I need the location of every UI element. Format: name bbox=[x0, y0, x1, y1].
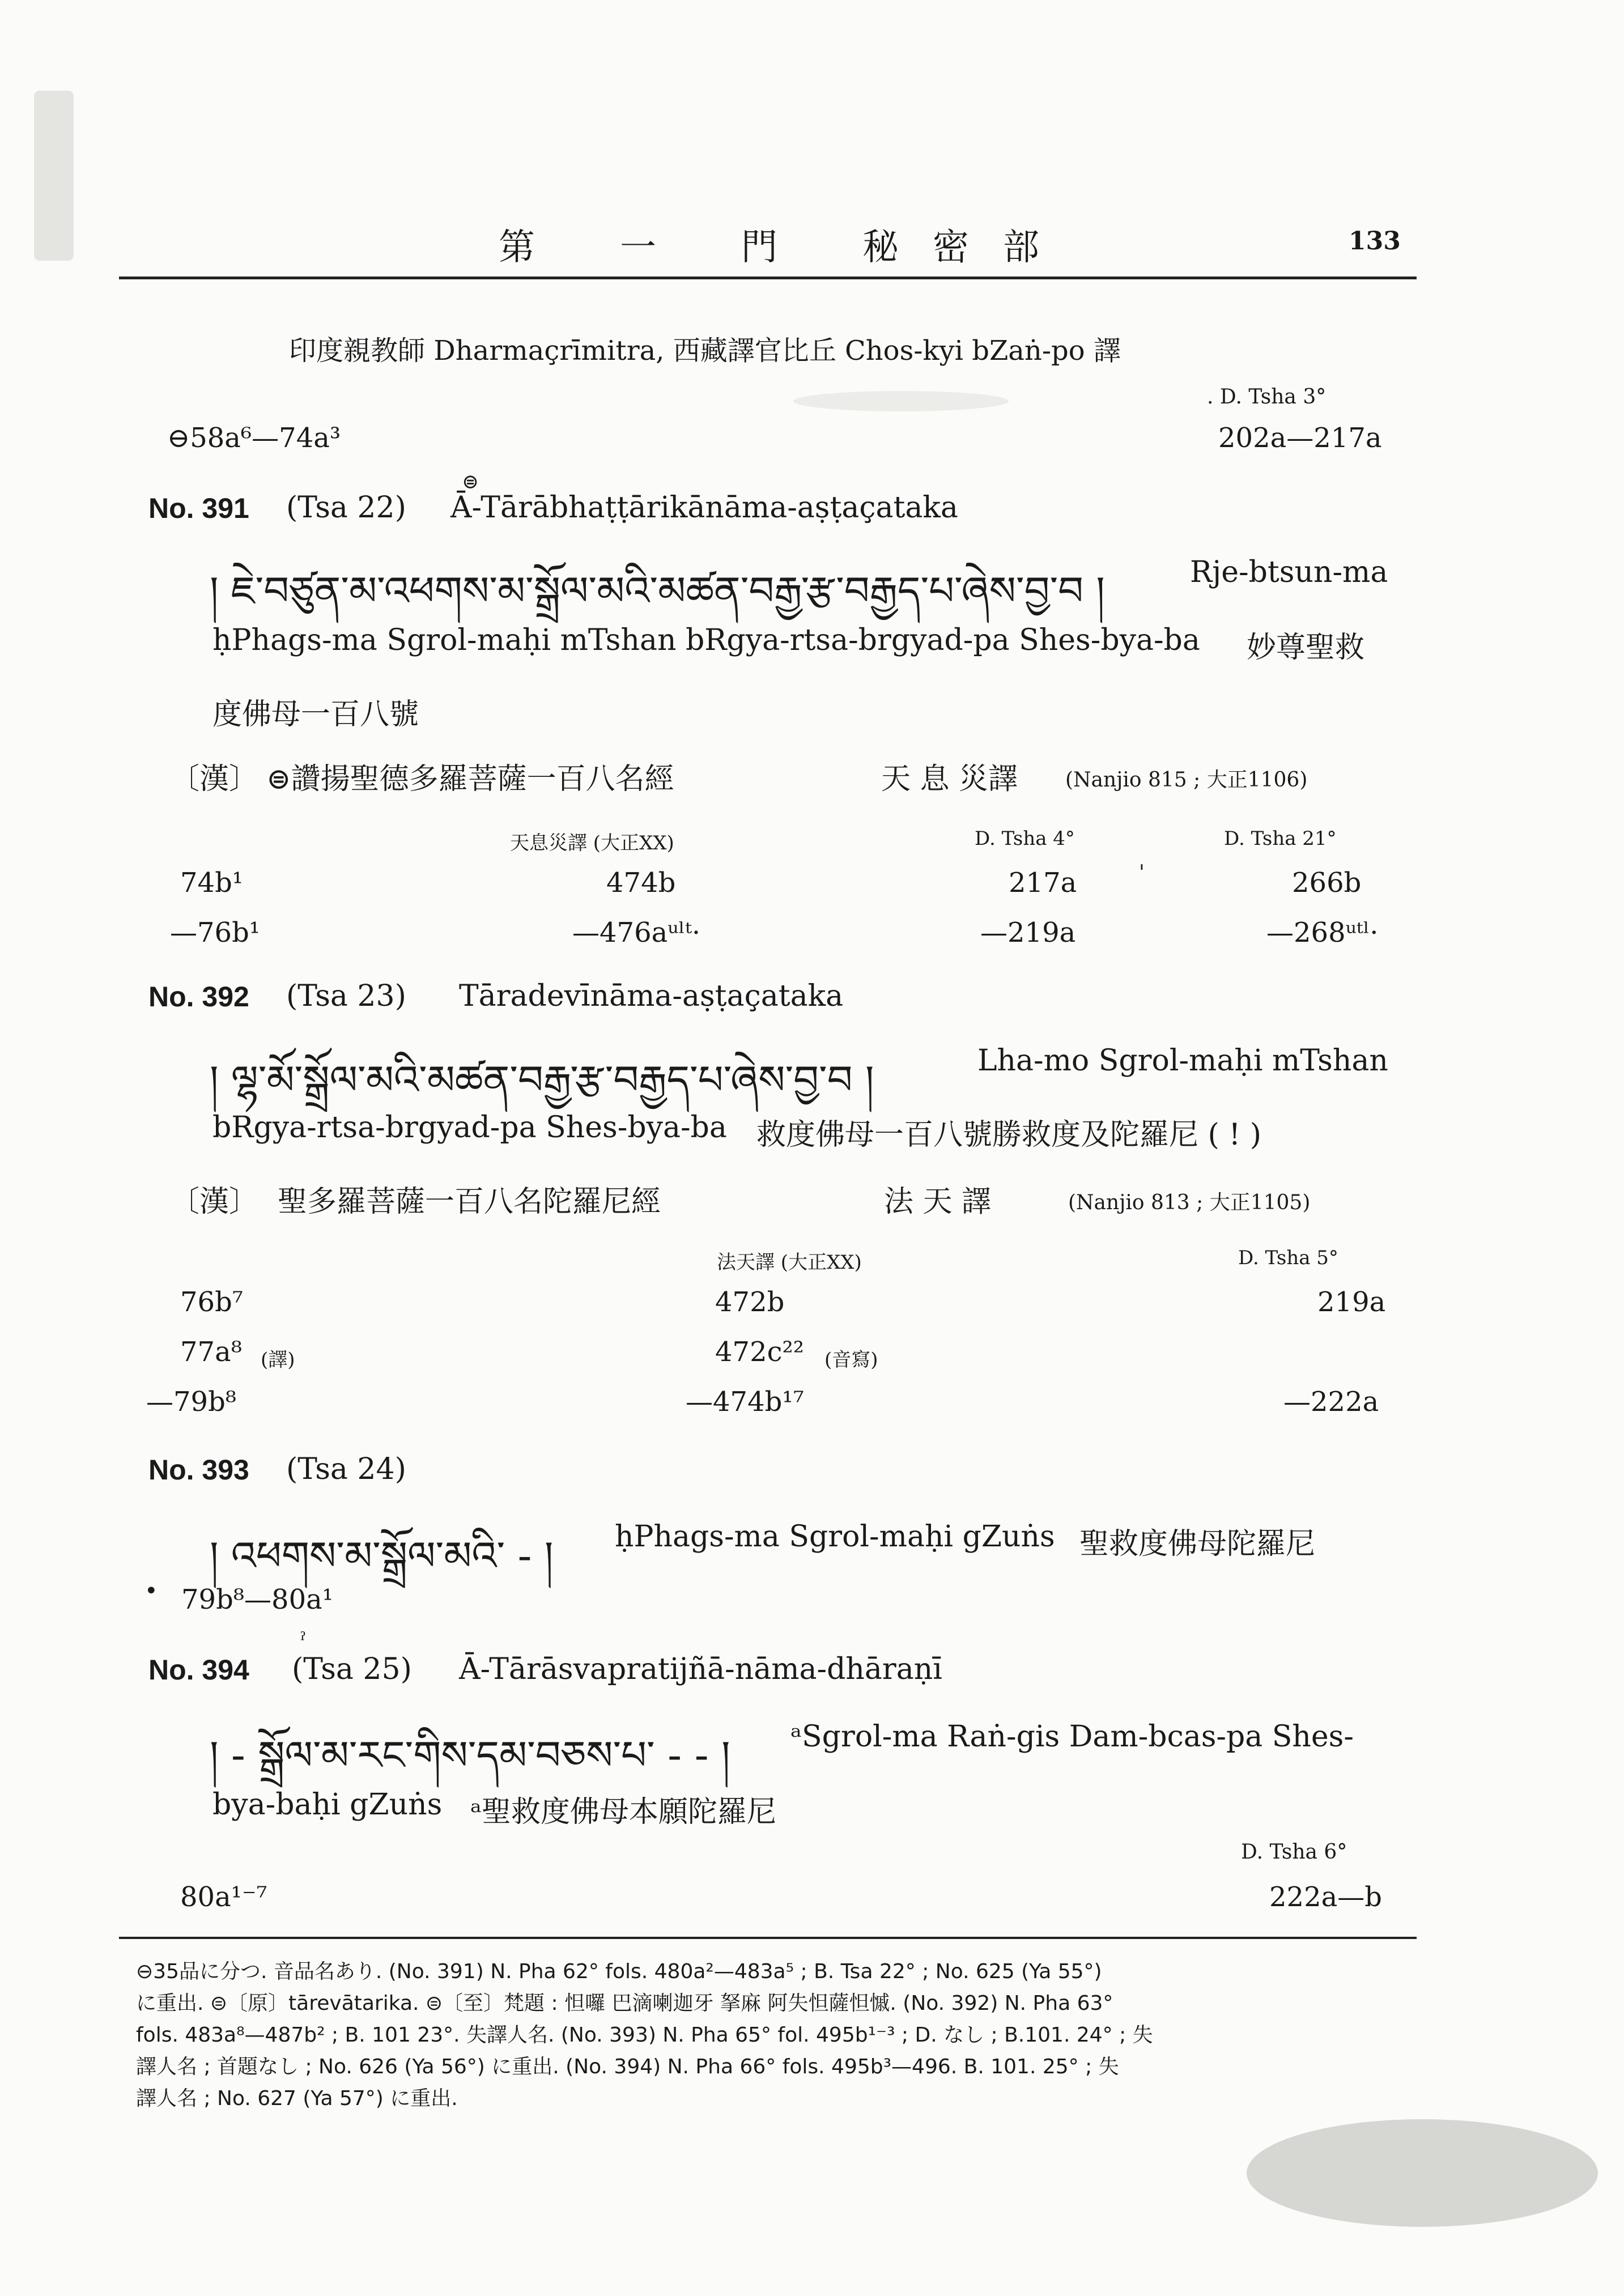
romanized-title: bya-baḥi gZuṅs bbox=[212, 1788, 443, 1822]
column-header: D. Tsha 4° bbox=[975, 827, 1075, 850]
folio-cell: 74b¹ bbox=[180, 867, 244, 899]
title-char: 第 bbox=[499, 227, 535, 269]
han-translator: 法 天 譯 bbox=[884, 1185, 992, 1219]
dot-mark: • bbox=[144, 1578, 158, 1604]
chinese-title: 聖救度佛母陀羅尼 bbox=[1079, 1527, 1316, 1561]
chinese-title: 度佛母一百八號 bbox=[212, 698, 419, 732]
caret-mark: ˀ bbox=[300, 1629, 307, 1652]
folio-range: 202a—217a bbox=[1218, 422, 1382, 454]
han-title: 聖多羅菩薩一百八名陀羅尼經 bbox=[278, 1185, 661, 1219]
chinese-title: 妙尊聖救 bbox=[1247, 631, 1365, 665]
column-header: 天息災譯 (大正XX) bbox=[510, 832, 674, 854]
folio-cell: 219a bbox=[1317, 1286, 1386, 1318]
entry-number: No. 393 bbox=[148, 1454, 249, 1486]
sanskrit-title: Ā-Tārābhaṭṭārikānāma-aṣṭaçataka bbox=[450, 491, 958, 525]
tsa-ref: (Tsa 22) bbox=[286, 491, 406, 525]
tibetan-title: ། ཇེ་བཙུན་མ་འཕགས་མ་སྒྲོལ་མའི་མཚན་བརྒྱ་རྩ་བརྒྱད་པ་ཞེས་བྱ་བ ། bbox=[210, 568, 1105, 614]
page-number: 133 bbox=[1349, 227, 1401, 256]
tibetan-title: ། ལྷ་མོ་སྒྲོལ་མའི་མཚན་བརྒྱ་རྩ་བརྒྱད་པ་ཞེས་བྱ་བ ། bbox=[210, 1057, 874, 1103]
sanskrit-title: Tāradevīnāma-aṣṭaçataka bbox=[459, 979, 844, 1013]
han-translator: 天 息 災譯 bbox=[881, 762, 1018, 796]
footnote-line: fols. 483a⁸—487b² ; B. 101 23°. 失譯人名. (No. 393) N. Pha 65° fol. 495b¹⁻³ ; D. なし ; B.101. 24° ; 失 bbox=[136, 2023, 1153, 2047]
han-label: 〔漢〕 bbox=[170, 1185, 259, 1219]
entry-number: No. 391 bbox=[148, 492, 249, 524]
column-header: 法天譯 (大正XX) bbox=[717, 1251, 862, 1274]
folio-cell: —76b¹ bbox=[170, 917, 261, 949]
scan-smudge bbox=[1247, 2119, 1598, 2227]
han-label: 〔漢〕 bbox=[170, 762, 259, 796]
romanized-title: bRgya-rtsa-brgyad-pa Shes-bya-ba bbox=[212, 1111, 727, 1145]
folio-cell: —476aᵘˡᵗ· bbox=[572, 917, 701, 949]
romanized-title: Lha-mo Sgrol-maḥi mTshan bbox=[977, 1044, 1388, 1078]
folio-cell: —268ᵘᵗˡ· bbox=[1266, 917, 1379, 949]
row-note: (音寫) bbox=[824, 1349, 878, 1371]
title-char: 秘 bbox=[862, 227, 899, 269]
folio-cell: —219a bbox=[980, 917, 1076, 949]
folio-range: 79b⁸—80a¹ bbox=[181, 1584, 333, 1615]
column-header: D. Tsha 5° bbox=[1238, 1247, 1338, 1269]
translator-line: 印度親教師 Dharmaçrīmitra, 西藏譯官比丘 Chos-kyi bZaṅ-po 譯 bbox=[289, 335, 1121, 367]
folio-cell: 472b bbox=[715, 1286, 785, 1318]
footnote-line: に重出. ⊜〔原〕tārevātarika. ⊜〔至〕梵題 : 怛囉 巴滴喇迦牙 拏麻 阿失怛薩怛慽. (No. 392) N. Pha 63° bbox=[136, 1992, 1113, 2015]
chinese-title: ᵃ聖救度佛母本願陀羅尼 bbox=[470, 1795, 777, 1829]
sanskrit-title: Ā-Tārāsvapratijñā-nāma-dhāraṇī bbox=[459, 1652, 942, 1686]
title-char: 門 bbox=[741, 227, 777, 269]
tibetan-title: ། འཕགས་མ་སྒྲོལ་མའི་ - ། bbox=[210, 1533, 554, 1579]
folio-cell: 76b⁷ bbox=[180, 1286, 244, 1318]
scan-smudge bbox=[793, 391, 1009, 411]
title-char: 密 bbox=[933, 227, 969, 269]
scan-edge-noise bbox=[34, 91, 74, 261]
folio-cell: —222a bbox=[1283, 1386, 1379, 1418]
tibetan-title: ། - སྒྲོལ་མ་རང་གིས་དམ་བཅས་པ་ - - ། bbox=[210, 1732, 730, 1779]
romanized-title: ᵃSgrol-ma Raṅ-gis Dam-bcas-pa Shes- bbox=[790, 1720, 1354, 1754]
circle-mark: ⊜ bbox=[462, 470, 479, 494]
folio-range: 222a—b bbox=[1269, 1881, 1382, 1913]
column-header: D. Tsha 21° bbox=[1224, 827, 1337, 850]
entry-number: No. 394 bbox=[148, 1654, 249, 1686]
tsa-ref: (Tsa 23) bbox=[286, 979, 406, 1013]
folio-range: 80a¹⁻⁷ bbox=[180, 1881, 267, 1913]
dtsha-label: D. Tsha 6° bbox=[1241, 1840, 1347, 1864]
folio-range: ⊖58a⁶—74a³ bbox=[167, 422, 341, 454]
row-note: (譯) bbox=[261, 1349, 295, 1371]
folio-cell: 472c²² bbox=[715, 1336, 804, 1368]
dtsha-label: . D. Tsha 3° bbox=[1207, 385, 1327, 409]
folio-cell: 474b bbox=[606, 867, 676, 899]
tsa-ref: (Tsa 24) bbox=[286, 1452, 406, 1486]
footnote-line: 譯人名 ; No. 627 (Ya 57°) に重出. bbox=[136, 2087, 458, 2110]
romanized-title: Rje-btsun-ma bbox=[1190, 555, 1388, 589]
chinese-title: 救度佛母一百八號勝救度及陀羅尼 ( ! ) bbox=[756, 1118, 1262, 1152]
footnote-line: ⊖35品に分つ. 音品名あり. (No. 391) N. Pha 62° fols. 480a²—483a⁵ ; B. Tsa 22° ; No. 625 (Ya 55°) bbox=[136, 1960, 1102, 1983]
han-ref: (Nanjio 813 ; 大正1105) bbox=[1068, 1191, 1311, 1214]
romanized-title: ḥPhags-ma Sgrol-maḥi mTshan bRgya-rtsa-brgyad-pa Shes-bya-ba bbox=[212, 623, 1200, 657]
folio-cell: 77a⁸ bbox=[180, 1336, 242, 1368]
han-title: ⊜讚揚聖德多羅菩薩一百八名經 bbox=[266, 762, 674, 796]
title-char: 一 bbox=[620, 227, 656, 269]
tick-mark: ' bbox=[1139, 861, 1145, 885]
folio-cell: —79b⁸ bbox=[146, 1386, 237, 1418]
tsa-ref: (Tsa 25) bbox=[292, 1652, 412, 1686]
han-ref: (Nanjio 815 ; 大正1106) bbox=[1065, 768, 1308, 792]
header-rule bbox=[119, 277, 1417, 279]
title-char: 部 bbox=[1003, 227, 1039, 269]
entry-number: No. 392 bbox=[148, 981, 249, 1013]
romanized-title: ḥPhags-ma Sgrol-maḥi gZuṅs bbox=[615, 1520, 1055, 1554]
page-title bbox=[499, 218, 1124, 270]
folio-cell: —474b¹⁷ bbox=[686, 1386, 804, 1418]
folio-cell: 217a bbox=[1009, 867, 1077, 899]
footnote-rule bbox=[119, 1937, 1417, 1939]
footnote-line: 譯人名 ; 首題なし ; No. 626 (Ya 56°) に重出. (No. 394) N. Pha 66° fols. 495b³—496. B. 101. 25° ; 失 bbox=[136, 2055, 1119, 2078]
folio-cell: 266b bbox=[1292, 867, 1362, 899]
